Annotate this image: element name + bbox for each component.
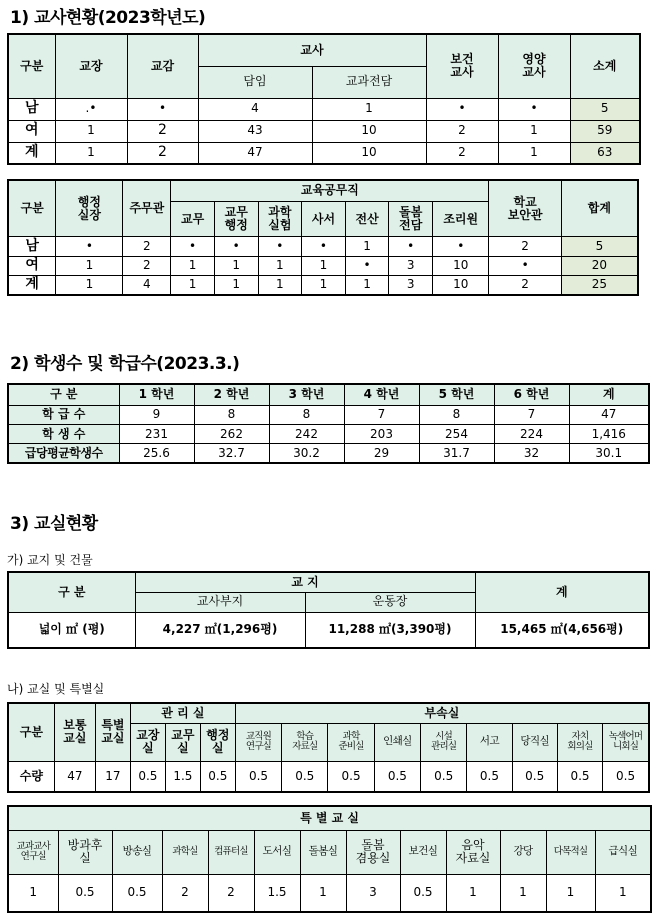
- cell: 8: [419, 405, 494, 424]
- row-label: 계: [8, 276, 56, 295]
- header-auxiliary-room: 부속실: [235, 703, 649, 723]
- cell: 47: [54, 761, 95, 792]
- header-care-room: 돌봄실: [300, 830, 346, 874]
- header-total: 합계: [561, 180, 638, 237]
- header-broadcast-room: 방송실: [112, 830, 162, 874]
- header-nutrition-teacher: 영양 교사: [498, 34, 570, 98]
- student-count-table: [7, 383, 650, 464]
- cell: 0.5: [282, 761, 328, 792]
- cell: 47: [569, 405, 649, 424]
- cell: 8: [269, 405, 344, 424]
- header-science-lab: 과학 실험: [258, 201, 302, 237]
- table-row: [8, 425, 649, 444]
- cell: 1: [302, 276, 346, 295]
- header-gubun: 구 분: [8, 572, 135, 612]
- cell: 0.5: [328, 761, 374, 792]
- table-row: [8, 444, 649, 463]
- header-music-material-room: 음악 자료실: [446, 830, 500, 874]
- header-gyomu-admin: 교무 행정: [214, 201, 258, 237]
- cell: 7: [344, 405, 419, 424]
- cell: 3: [389, 276, 433, 295]
- cell: 2: [123, 237, 171, 256]
- row-label: 남: [8, 237, 56, 256]
- cell: •: [127, 98, 198, 120]
- cell: 1: [55, 142, 127, 164]
- cell: 2: [489, 276, 561, 295]
- header-gubun: 구분: [8, 703, 54, 761]
- row-label: 수량: [8, 761, 54, 792]
- header-special-classroom: 특 별 교 실: [8, 806, 651, 830]
- cell: 4,227 ㎡(1,296평): [135, 612, 305, 648]
- cell: 1: [214, 276, 258, 295]
- cell: 2: [426, 142, 498, 164]
- header-computer-room: 컴퓨터실: [208, 830, 254, 874]
- cell: 242: [269, 425, 344, 444]
- cell: 0.5: [467, 761, 512, 792]
- table-row: [8, 612, 649, 648]
- cell: 30.1: [569, 444, 649, 463]
- row-label: 급당평균학생수: [8, 444, 119, 463]
- row-label: 학 생 수: [8, 425, 119, 444]
- header-cafeteria: 급식실: [595, 830, 651, 874]
- cell: 0.5: [235, 761, 281, 792]
- section-title-classrooms: 3) 교실현황: [10, 514, 98, 534]
- cell: .•: [55, 98, 127, 120]
- cell: 11,288 ㎡(3,390평): [305, 612, 475, 648]
- cell: 0.5: [130, 761, 165, 792]
- cell: 1: [345, 237, 389, 256]
- cell: 2: [489, 237, 561, 256]
- cell: •: [426, 98, 498, 120]
- cell: 1: [171, 256, 215, 275]
- header-school-guard: 학교 보안관: [489, 180, 561, 237]
- header-science-room: 과학실: [162, 830, 208, 874]
- cell: •: [498, 98, 570, 120]
- cell: •: [258, 237, 302, 256]
- table-row: [8, 120, 640, 142]
- cell: 0.5: [603, 761, 649, 792]
- header-grade-6: 6 학년: [494, 384, 569, 405]
- row-label: 여: [8, 120, 55, 142]
- table-row: [8, 405, 649, 424]
- header-principal-office: 교장 실: [130, 723, 165, 761]
- table-row: [8, 256, 638, 275]
- special-classroom-table: [7, 805, 652, 913]
- header-librarian: 사서: [302, 201, 346, 237]
- cell: 0.5: [112, 874, 162, 912]
- cell: 262: [194, 425, 269, 444]
- header-admin-office: 행정 실: [200, 723, 235, 761]
- header-grade-2: 2 학년: [194, 384, 269, 405]
- header-it: 전산: [345, 201, 389, 237]
- header-school-site: 교 지: [135, 572, 475, 592]
- header-edu-staff: 교육공무직: [171, 180, 489, 201]
- row-label: 넓이 ㎡ (평): [8, 612, 135, 648]
- cell: 10: [312, 120, 426, 142]
- header-health-room: 보건실: [400, 830, 446, 874]
- cell: 3: [346, 874, 400, 912]
- cell: •: [345, 256, 389, 275]
- header-grade-3: 3 학년: [269, 384, 344, 405]
- cell: 1: [258, 256, 302, 275]
- cell: 1: [8, 874, 58, 912]
- header-principal: 교장: [55, 34, 127, 98]
- header-grade-5: 5 학년: [419, 384, 494, 405]
- cell: 30.2: [269, 444, 344, 463]
- cell: 203: [344, 425, 419, 444]
- header-playground: 운동장: [305, 592, 475, 612]
- cell: 32.7: [194, 444, 269, 463]
- header-cook: 조리원: [433, 201, 489, 237]
- cell: 10: [433, 276, 489, 295]
- cell: 2: [426, 120, 498, 142]
- cell: 0.5: [374, 761, 420, 792]
- header-grade-4: 4 학년: [344, 384, 419, 405]
- section-title-students: 2) 학생수 및 학급수(2023.3.): [10, 354, 240, 374]
- table-row: [8, 761, 649, 792]
- header-vice-principal: 교감: [127, 34, 198, 98]
- header-normal-classroom: 보통 교실: [54, 703, 95, 761]
- cell-total: 5: [561, 237, 638, 256]
- cell: •: [489, 256, 561, 275]
- header-total: 계: [569, 384, 649, 405]
- cell-subtotal: 59: [570, 120, 640, 142]
- cell: 0.5: [58, 874, 112, 912]
- header-gyomu: 교무: [171, 201, 215, 237]
- header-meeting-room: 자치 회의실: [557, 723, 602, 761]
- cell: 1: [258, 276, 302, 295]
- cell: 3: [389, 256, 433, 275]
- header-teacher: 교사: [198, 34, 426, 66]
- cell: 1: [500, 874, 546, 912]
- cell: 1: [55, 120, 127, 142]
- cell: 224: [494, 425, 569, 444]
- header-care-shared-room: 돌봄 겸용실: [346, 830, 400, 874]
- header-total: 계: [475, 572, 649, 612]
- table-row: [8, 98, 640, 120]
- cell-total: 25: [561, 276, 638, 295]
- row-label: 계: [8, 142, 55, 164]
- header-print-room: 인쇄실: [374, 723, 420, 761]
- cell: 1.5: [165, 761, 200, 792]
- cell: 1.5: [254, 874, 300, 912]
- table-row: [8, 142, 640, 164]
- header-management-room: 관 리 실: [130, 703, 235, 723]
- cell: •: [433, 237, 489, 256]
- cell: 1: [214, 256, 258, 275]
- cell: •: [302, 237, 346, 256]
- cell: 1: [300, 874, 346, 912]
- cell: 9: [119, 405, 194, 424]
- header-special-classroom: 특별 교실: [95, 703, 130, 761]
- row-label: 학 급 수: [8, 405, 119, 424]
- header-building-site: 교사부지: [135, 592, 305, 612]
- header-multipurpose-room: 다목적실: [546, 830, 595, 874]
- table-row: [8, 276, 638, 295]
- cell-subtotal: 5: [570, 98, 640, 120]
- classroom-table: [7, 702, 650, 793]
- cell: 2: [208, 874, 254, 912]
- cell: 43: [198, 120, 312, 142]
- cell: 1: [595, 874, 651, 912]
- cell: 31.7: [419, 444, 494, 463]
- cell: 25.6: [119, 444, 194, 463]
- cell: 254: [419, 425, 494, 444]
- cell: •: [389, 237, 433, 256]
- header-subtotal: 소계: [570, 34, 640, 98]
- header-learning-material-room: 학습 자료실: [282, 723, 328, 761]
- cell: 2: [162, 874, 208, 912]
- cell: 15,465 ㎡(4,656평): [475, 612, 649, 648]
- header-gubun: 구 분: [8, 384, 119, 405]
- subsection-title-rooms: 나) 교실 및 특별실: [7, 682, 105, 696]
- header-teachers-office: 교무 실: [165, 723, 200, 761]
- cell: 1: [312, 98, 426, 120]
- cell: 2: [127, 120, 198, 142]
- header-science-prep-room: 과학 준비실: [328, 723, 374, 761]
- header-admin-head: 행정 실장: [56, 180, 123, 237]
- header-staff-research-room: 교직원 연구실: [235, 723, 281, 761]
- cell: 1: [56, 276, 123, 295]
- row-label: 여: [8, 256, 56, 275]
- cell: 1: [302, 256, 346, 275]
- cell: 0.5: [512, 761, 557, 792]
- cell: 0.5: [400, 874, 446, 912]
- table-row: [8, 237, 638, 256]
- cell: 1: [446, 874, 500, 912]
- header-auditorium: 강당: [500, 830, 546, 874]
- cell: 47: [198, 142, 312, 164]
- cell: 2: [123, 256, 171, 275]
- cell: 4: [198, 98, 312, 120]
- header-subject-research-room: 교과교사 연구실: [8, 830, 58, 874]
- header-grade-1: 1 학년: [119, 384, 194, 405]
- row-label: 남: [8, 98, 55, 120]
- cell: 10: [433, 256, 489, 275]
- teacher-status-table: [7, 33, 641, 165]
- cell: •: [56, 237, 123, 256]
- cell: 1,416: [569, 425, 649, 444]
- cell: 1: [56, 256, 123, 275]
- header-afterschool-room: 방과후 실: [58, 830, 112, 874]
- header-care: 돌봄 전담: [389, 201, 433, 237]
- cell: 2: [127, 142, 198, 164]
- cell: 17: [95, 761, 130, 792]
- staff-status-table: [7, 179, 639, 296]
- header-health-teacher: 보건 교사: [426, 34, 498, 98]
- cell: 1: [171, 276, 215, 295]
- section-title-teachers: 1) 교사현황(2023학년도): [10, 8, 206, 28]
- cell: 7: [494, 405, 569, 424]
- header-manager: 주무관: [123, 180, 171, 237]
- header-green-mothers-room: 녹색어머 니회실: [603, 723, 649, 761]
- cell: 1: [498, 120, 570, 142]
- cell: 0.5: [200, 761, 235, 792]
- cell: 1: [345, 276, 389, 295]
- cell-subtotal: 63: [570, 142, 640, 164]
- cell: •: [171, 237, 215, 256]
- cell: •: [214, 237, 258, 256]
- subsection-title-site: 가) 교지 및 건물: [7, 553, 93, 567]
- cell: 231: [119, 425, 194, 444]
- cell: 0.5: [421, 761, 467, 792]
- header-facility-room: 시설 관리실: [421, 723, 467, 761]
- cell: 1: [546, 874, 595, 912]
- cell: 29: [344, 444, 419, 463]
- cell: 32: [494, 444, 569, 463]
- header-library: 도서실: [254, 830, 300, 874]
- header-archive: 서고: [467, 723, 512, 761]
- header-duty-room: 당직실: [512, 723, 557, 761]
- header-gubun: 구분: [8, 34, 55, 98]
- site-building-table: [7, 571, 650, 649]
- cell: 10: [312, 142, 426, 164]
- cell-total: 20: [561, 256, 638, 275]
- header-homeroom: 담임: [198, 66, 312, 98]
- cell: 0.5: [557, 761, 602, 792]
- cell: 8: [194, 405, 269, 424]
- cell: 4: [123, 276, 171, 295]
- header-gubun: 구분: [8, 180, 56, 237]
- cell: 1: [498, 142, 570, 164]
- header-subject-teacher: 교과전담: [312, 66, 426, 98]
- table-row: [8, 874, 651, 912]
